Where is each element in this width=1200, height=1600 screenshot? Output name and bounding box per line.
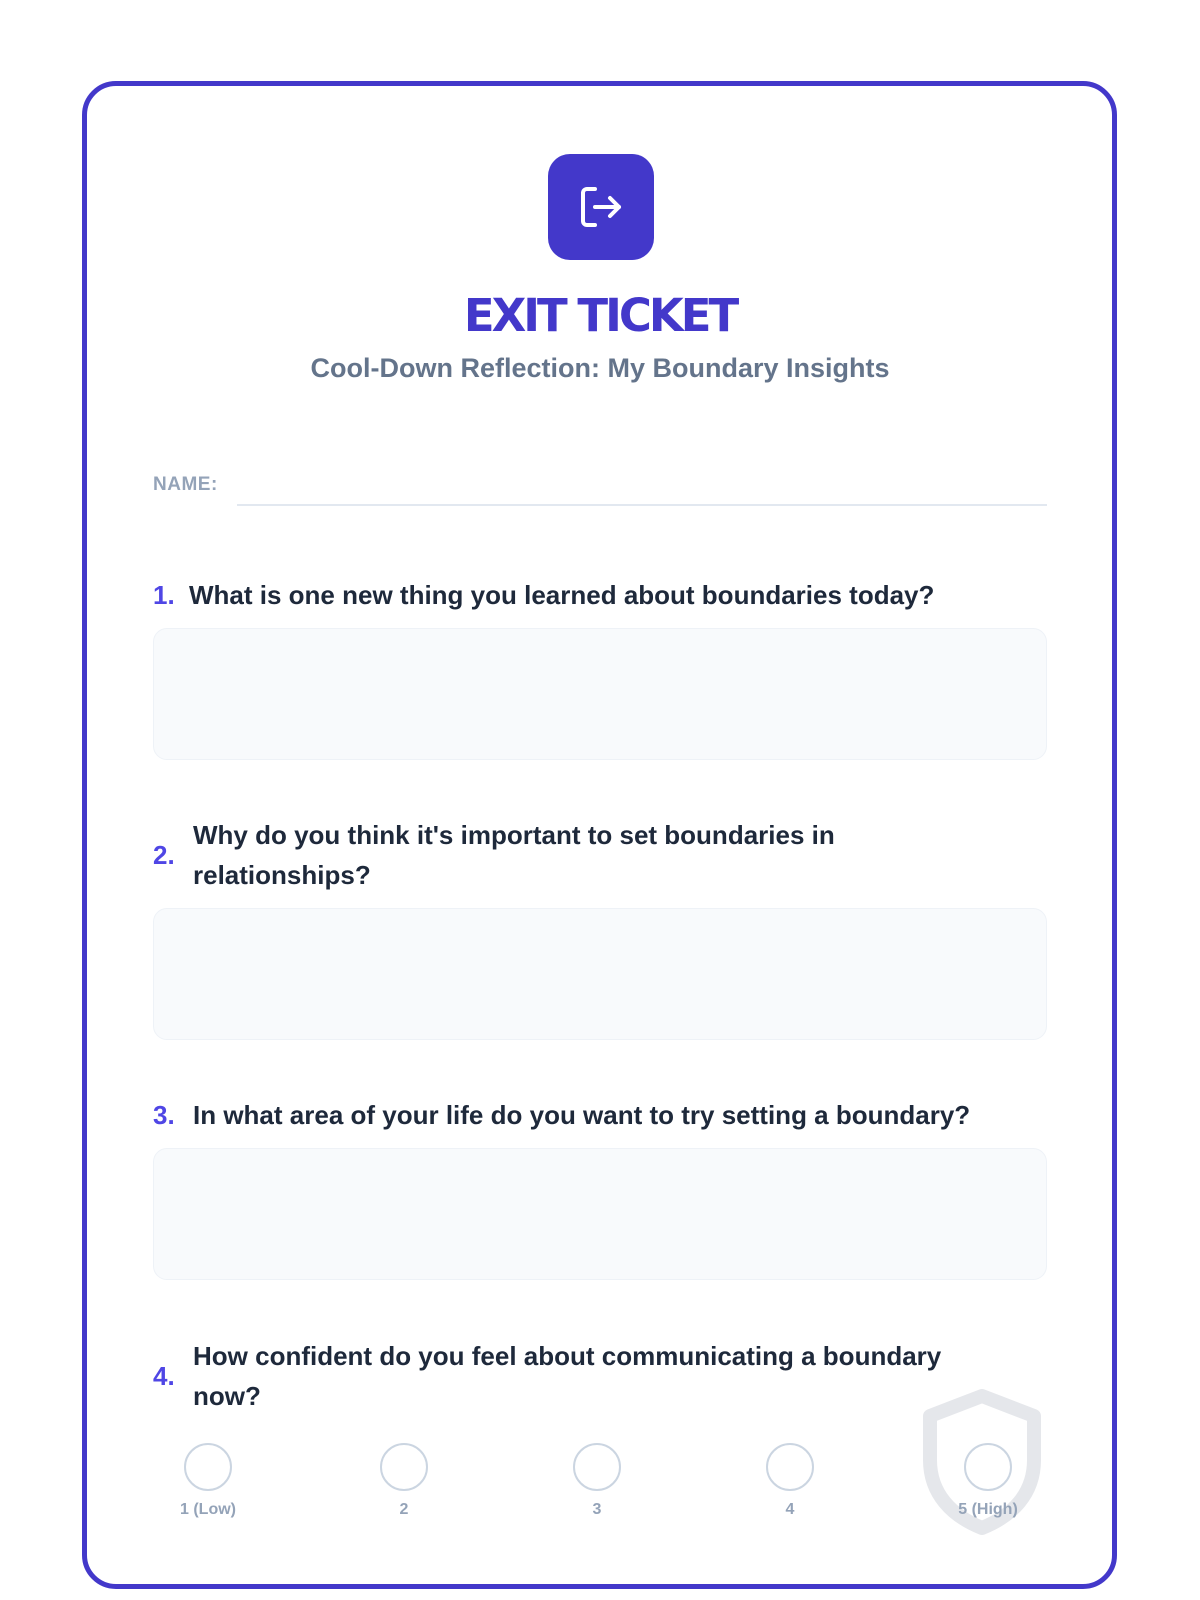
name-field-row (153, 472, 1047, 506)
scale-label: 1 (Low) (180, 1501, 236, 1518)
radio-circle[interactable] (766, 1443, 814, 1491)
page-title: EXIT TICKET (463, 289, 737, 342)
scale-option-2[interactable] (354, 1443, 454, 1519)
question-2 (153, 814, 1047, 896)
answer-box-2[interactable] (153, 908, 1047, 1040)
scale-option-3[interactable] (547, 1443, 647, 1519)
question-number: 4. (153, 1360, 175, 1391)
name-input-line[interactable] (237, 504, 1047, 506)
radio-circle[interactable] (573, 1443, 621, 1491)
exit-logo-badge (548, 154, 654, 260)
scale-label: 3 (592, 1501, 602, 1518)
radio-circle[interactable] (964, 1443, 1012, 1491)
question-4 (153, 1335, 1047, 1417)
question-text: Why do you think it's important to set boundaries in relationships? (193, 820, 835, 890)
scale-option-1[interactable] (158, 1443, 258, 1519)
answer-box-3[interactable] (153, 1148, 1047, 1280)
scale-option-5[interactable] (938, 1443, 1038, 1519)
scale-label: 4 (785, 1501, 795, 1518)
question-3 (153, 1094, 1047, 1136)
question-text: How confident do you feel about communicating a boundary now? (193, 1341, 942, 1411)
radio-circle[interactable] (380, 1443, 428, 1491)
answer-box-1[interactable] (153, 628, 1047, 760)
question-number: 3. (153, 1099, 175, 1130)
scale-label: 2 (399, 1501, 409, 1518)
question-text: What is one new thing you learned about boundaries today? (189, 580, 935, 610)
question-text: In what area of your life do you want to try setting a boundary? (193, 1100, 971, 1130)
name-label: NAME: (153, 474, 218, 495)
exit-door-arrow-icon (575, 181, 627, 233)
page-subtitle: Cool-Down Reflection: My Boundary Insights (310, 353, 890, 383)
question-1 (153, 574, 1047, 616)
question-number: 2. (153, 839, 175, 870)
radio-circle[interactable] (184, 1443, 232, 1491)
question-number: 1. (153, 579, 175, 610)
scale-option-4[interactable] (740, 1443, 840, 1519)
scale-label: 5 (High) (958, 1501, 1018, 1518)
